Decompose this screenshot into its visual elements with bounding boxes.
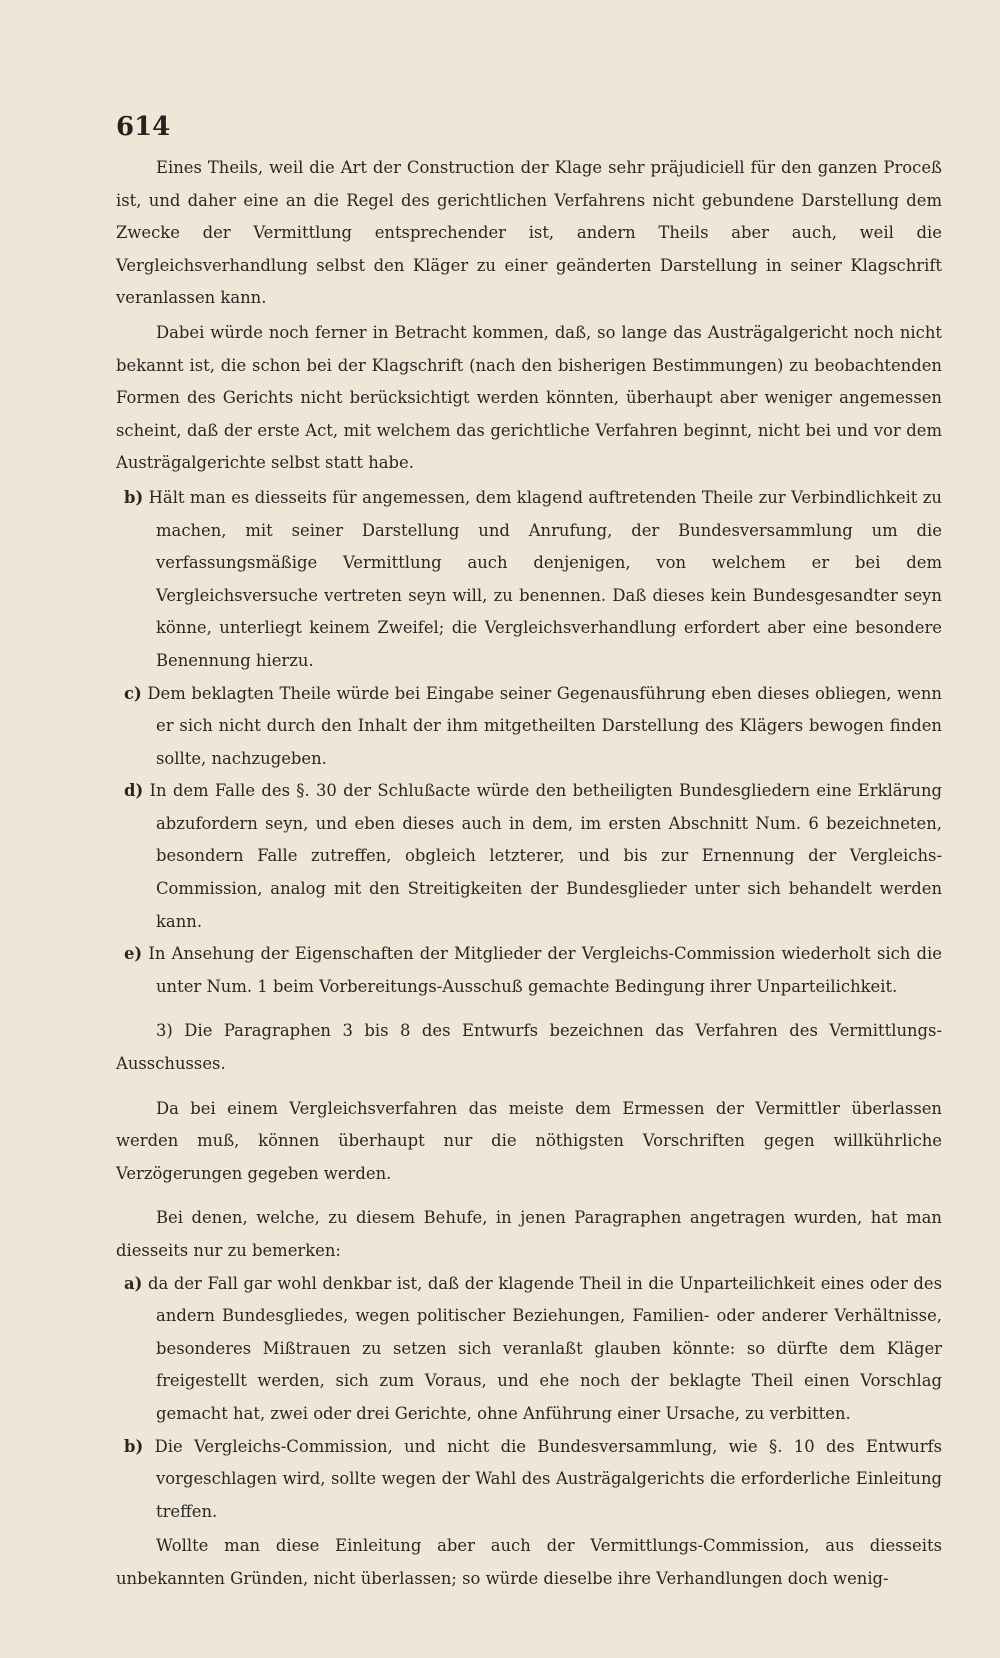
list-item [116,1431,942,1529]
list-item [116,678,942,776]
paragraph: Bei denen, welche, zu diesem Behufe, in jenen Paragraphen angetragen wurden, hat man diesseits nur zu bemerken: [116,1208,942,1260]
list-marker: c) [124,683,142,703]
list-marker: d) [124,781,144,801]
paragraph: Eines Theils, weil die Art der Construction der Klage sehr präjudiciell für den ganzen Proceß ist, und daher eine an die Regel des gerichtlichen Verfahrens nicht gebundene Darstellung dem Zwecke der Vermittlung entsprechender ist, andern Theils aber auch, weil die Vergleichsverhandlung selbst den Kläger zu einer geänderten Darstellung in seiner Klagschrift veranlassen kann. [116,158,942,308]
list-item-text: da der Fall gar wohl denkbar ist, daß der klagende Theil in die Unparteilichkeit eines oder des andern Bundesgliedes, wegen politischer Beziehungen, Familien- oder anderer Verhältnisse, besonderes Mißtrauen zu setzen sich veranlaßt glauben könnte: so dürfte dem Kläger freigestellt werden, sich zum Voraus, und ehe noch der beklagte Theil einen Vorschlag gemacht hat, zwei oder drei Gerichte, ohne Anführung einer Ursache, zu verbitten. [147,1273,942,1423]
list-item-text: In dem Falle des §. 30 der Schlußacte würde den betheiligten Bundesgliedern eine Erklärung abzufordern seyn, und eben dieses auch in dem, im ersten Abschnitt Num. 6 bezeichneten, besondern Falle zutreffen, obgleich letzterer, und bis zur Ernennung der Vergleichs-Commission, analog mit den Streitigkeiten der Bundesglieder unter sich behandelt werden kann. [149,781,942,931]
list-item [116,938,942,1003]
list-item [116,775,942,938]
list-item-text: Dem beklagten Theile würde bei Eingabe seiner Gegenausführung eben dieses obliegen, wenn er sich nicht durch den Inhalt der ihm mitgetheilten Darstellung des Klägers bewogen finden sollte, nachzugeben. [147,683,942,768]
list-item-text: In Ansehung der Eigenschaften der Mitglieder der Vergleichs-Commission wiederholt sich die unter Num. 1 beim Vorbereitungs-Ausschuß gemachte Bedingung ihrer Unparteilichkeit. [148,944,942,996]
list-marker: b) [124,487,144,507]
list-item-text: Hält man es diesseits für angemessen, dem klagend auftretenden Theile zur Verbindlichkeit zu machen, mit seiner Darstellung und Anrufung, der Bundesversammlung um die verfassungsmäßige Vermittlung auch denjenigen, von welchem er bei dem Vergleichsversuche vertreten seyn will, zu benennen. Daß dieses kein Bundesgesandter seyn könne, unterliegt keinem Zweifel; die Vergleichsverhandlung erfordert aber eine besondere Benennung hierzu. [148,487,942,670]
list-item [116,1268,942,1431]
paragraph: Da bei einem Vergleichsverfahren das meiste dem Ermessen der Vermittler überlassen werden muß, können überhaupt nur die nöthigsten Vorschriften gegen willkührliche Verzögerungen gegeben werden. [116,1098,942,1183]
list-item [116,482,942,678]
list-marker: e) [124,944,143,964]
paragraph: Dabei würde noch ferner in Betracht kommen, daß, so lange das Austrägalgericht noch nicht bekannt ist, die schon bei der Klagschrift (nach den bisherigen Bestimmungen) zu beobachtenden Formen des Gerichts nicht berücksichtigt werden könnten, überhaupt aber weniger angemessen scheint, daß der erste Act, mit welchem das gerichtliche Verfahren beginnt, nicht bei und vor dem Austrägalgerichte selbst statt habe. [116,322,942,473]
page-text [116,152,942,1596]
list-marker: b) [124,1436,144,1456]
section-heading-paragraph: 3) Die Paragraphen 3 bis 8 des Entwurfs bezeichnen das Verfahren des Vermittlungs-Ausschusses. [116,1021,942,1074]
list-item-text: Die Vergleichs-Commission, und nicht die Bundesversammlung, wie §. 10 des Entwurfs vorgeschlagen wird, sollte wegen der Wahl des Austrägalgerichts die erforderliche Einleitung treffen. [154,1436,943,1521]
paragraph: Wollte man diese Einleitung aber auch der Vermittlungs-Commission, aus diesseits unbekannten Gründen, nicht überlassen; so würde dieselbe ihre Verhandlungen doch wenig- [116,1536,942,1588]
page-number: 614 [116,112,171,142]
list-marker: a) [124,1273,143,1293]
